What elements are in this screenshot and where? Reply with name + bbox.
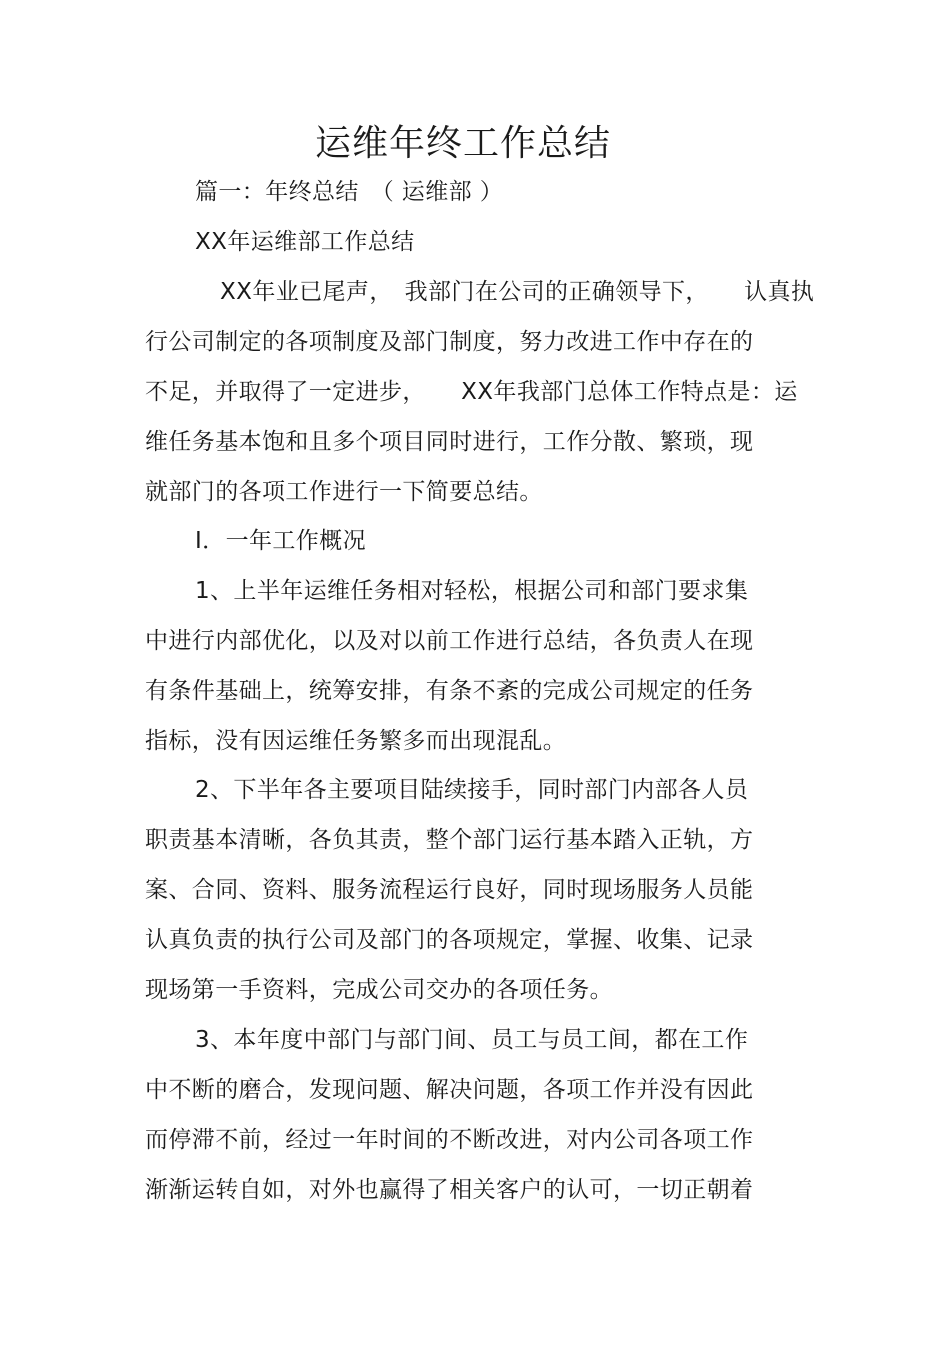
paragraph-line: 案、合同、资料、服务流程运行良好，同时现场服务人员能	[145, 877, 754, 903]
section-heading-xx: XX年运维部工作总结	[195, 229, 415, 255]
paragraph-line: 而停滞不前，经过一年时间的不断改进，对内公司各项工作	[145, 1127, 754, 1153]
paragraph-line: 渐渐运转自如，对外也赢得了相关客户的认可，一切正朝着	[145, 1177, 754, 1203]
paragraph-line: 现场第一手资料，完成公司交办的各项任务。	[145, 977, 613, 1003]
paragraph-line: 中不断的磨合，发现问题、解决问题，各项工作并没有因此	[145, 1077, 754, 1103]
paragraph-line: 维任务基本饱和且多个项目同时进行，工作分散、繁琐，现	[145, 429, 754, 455]
paragraph-line: 2、下半年各主要项目陆续接手，同时部门内部各人员	[195, 777, 749, 803]
document-subtitle: 篇一：年终总结 （ 运维部 ）	[195, 179, 504, 205]
paragraph-line: 3、本年度中部门与部门间、员工与员工间，都在工作	[195, 1027, 749, 1053]
paragraph-line: 有条件基础上，统筹安排，有条不紊的完成公司规定的任务	[145, 678, 754, 704]
paragraph-line: 不足，并取得了一定进步， XX年我部门总体工作特点是：运	[145, 379, 798, 405]
paragraph-line: 职责基本清晰，各负其责，整个部门运行基本踏入正轨，方	[145, 827, 754, 853]
section-heading-overview: Ⅰ．一年工作概况	[195, 528, 366, 554]
paragraph-line: 1、上半年运维任务相对轻松，根据公司和部门要求集	[195, 578, 749, 604]
paragraph-line: 中进行内部优化，以及对以前工作进行总结，各负责人在现	[145, 628, 754, 654]
paragraph-line: XX年业已尾声， 我部门在公司的正确领导下， 认真执	[220, 279, 815, 305]
paragraph-line: 行公司制定的各项制度及部门制度，努力改进工作中存在的	[145, 329, 754, 355]
document-title: 运维年终工作总结	[314, 123, 611, 164]
paragraph-line: 认真负责的执行公司及部门的各项规定，掌握、收集、记录	[145, 927, 754, 953]
paragraph-line: 指标，没有因运维任务繁多而出现混乱。	[145, 728, 567, 754]
paragraph-line: 就部门的各项工作进行一下简要总结。	[145, 479, 543, 505]
